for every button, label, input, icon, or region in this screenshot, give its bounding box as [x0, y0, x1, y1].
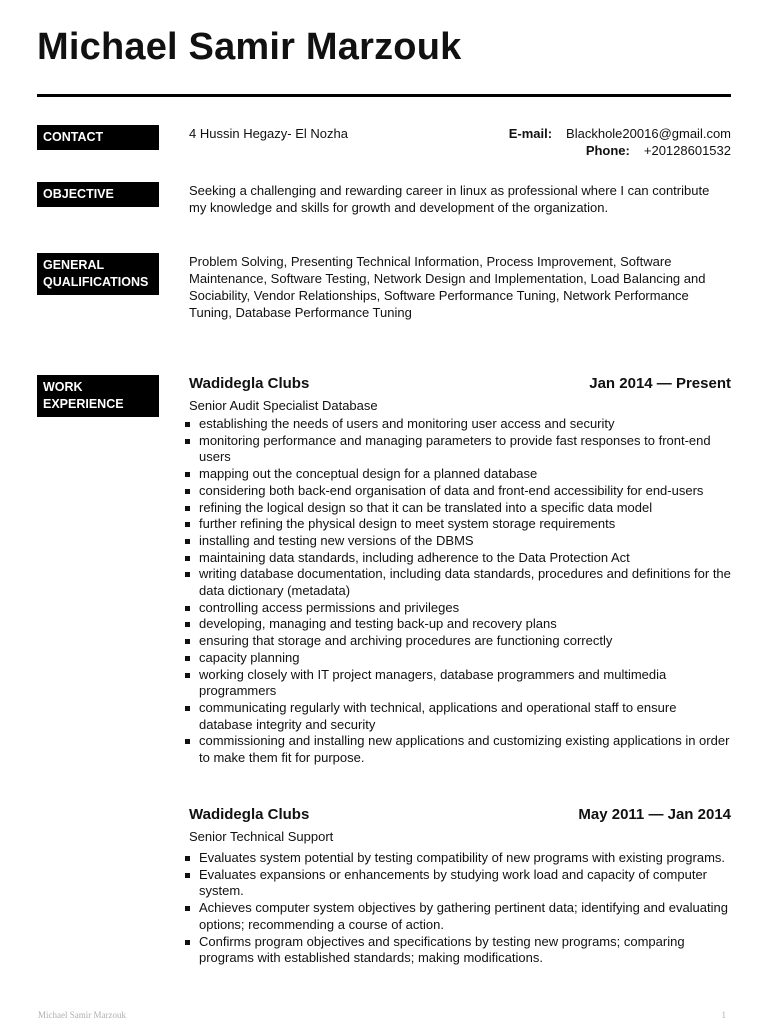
- list-item: capacity planning: [189, 650, 731, 667]
- section-label-contact: CONTACT: [37, 125, 159, 150]
- job-company: Wadidegla Clubs: [189, 375, 310, 392]
- job-dates: May 2011 — Jan 2014: [578, 806, 731, 823]
- job-entry-1: [189, 374, 731, 767]
- list-item: maintaining data standards, including adherence to the Data Protection Act: [189, 550, 731, 567]
- section-label-experience: [37, 375, 159, 417]
- job-dates: Jan 2014 — Present: [589, 375, 731, 392]
- list-item: commissioning and installing new applications and customizing existing applications in order to make them fit for purpose.: [189, 733, 731, 766]
- phone-value: +20128601532: [643, 143, 731, 158]
- job-company: Wadidegla Clubs: [189, 806, 310, 823]
- resume-name: Michael Samir Marzouk: [37, 26, 462, 68]
- email-value: Blackhole20016@gmail.com: [566, 126, 731, 141]
- list-item: controlling access permissions and privileges: [189, 600, 731, 617]
- page-number: 1: [721, 1010, 726, 1020]
- list-item: establishing the needs of users and monitoring user access and security: [189, 416, 731, 433]
- contact-details: [509, 125, 731, 159]
- job-duties-list: [189, 850, 731, 967]
- phone-key: Phone:: [585, 143, 630, 158]
- list-item: monitoring performance and managing parameters to provide fast responses to front-end users: [189, 433, 731, 466]
- qualifications-label-line2: QUALIFICATIONS: [43, 275, 149, 289]
- list-item: installing and testing new versions of the DBMS: [189, 533, 731, 550]
- qualifications-text: Problem Solving, Presenting Technical Information, Process Improvement, Software Maintenance, Software Testing, Network Design and Implementation, Load Balancing and Sociability, Vendor Relationships, Software Performance Tuning, Network Performance Tuning, Database Performance Tuning: [189, 254, 706, 320]
- section-label-qualifications: [37, 253, 159, 295]
- experience-label-line1: WORK: [43, 380, 83, 394]
- objective-text: Seeking a challenging and rewarding career in linux as professional where I can contribute my knowledge and skills for growth and development of the organization.: [189, 183, 710, 215]
- list-item: further refining the physical design to meet system storage requirements: [189, 516, 731, 533]
- job-title: Senior Technical Support: [189, 829, 334, 844]
- list-item: Evaluates expansions or enhancements by studying work load and capacity of computer system.: [189, 867, 731, 900]
- header-divider: [37, 94, 731, 97]
- list-item: communicating regularly with technical, applications and operational staff to ensure database integrity and security: [189, 700, 731, 733]
- job-title: Senior Audit Specialist Database: [189, 398, 378, 413]
- list-item: ensuring that storage and archiving procedures are functioning correctly: [189, 633, 731, 650]
- list-item: considering both back-end organisation of data and front-end accessibility for end-users: [189, 483, 731, 500]
- section-label-objective: OBJECTIVE: [37, 182, 159, 207]
- footer-name: Michael Samir Marzouk: [38, 1010, 126, 1020]
- list-item: Confirms program objectives and specifications by testing new programs; comparing programs with established standards; making modifications.: [189, 934, 731, 967]
- list-item: mapping out the conceptual design for a planned database: [189, 466, 731, 483]
- qualifications-label-line1: GENERAL: [43, 258, 105, 272]
- list-item: Achieves computer system objectives by gathering pertinent data; identifying and evaluating options; recommending a course of action.: [189, 900, 731, 933]
- list-item: refining the logical design so that it can be translated into a specific data model: [189, 500, 731, 517]
- list-item: developing, managing and testing back-up and recovery plans: [189, 616, 731, 633]
- job-entry-2: [189, 805, 731, 967]
- list-item: working closely with IT project managers, database programmers and multimedia programmers: [189, 667, 731, 700]
- list-item: writing database documentation, including data standards, procedures and definitions for the data dictionary (metadata): [189, 566, 731, 599]
- experience-label-line2: EXPERIENCE: [43, 397, 124, 411]
- list-item: Evaluates system potential by testing compatibility of new programs with existing programs.: [189, 850, 731, 867]
- email-key: E-mail:: [508, 126, 553, 141]
- contact-address: 4 Hussin Hegazy- El Nozha: [189, 126, 348, 141]
- job-duties-list: [189, 416, 731, 767]
